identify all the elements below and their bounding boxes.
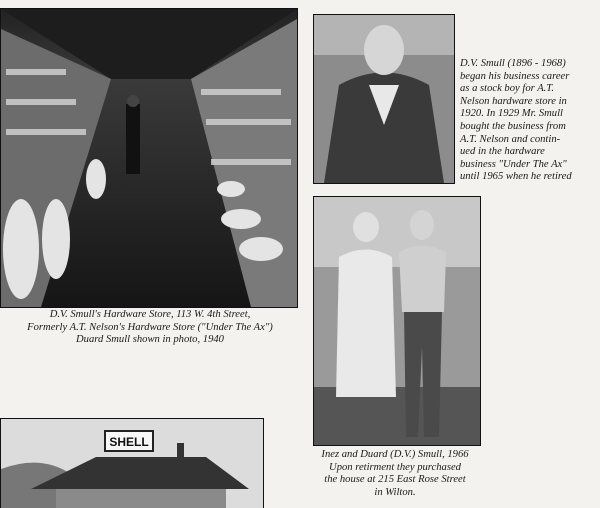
- caption-line: Inez and Duard (D.V.) Smull, 1966: [321, 449, 469, 460]
- couple-image: [314, 197, 480, 445]
- couple-photo: [313, 196, 481, 446]
- shell-sign-text: SHELL: [109, 435, 149, 449]
- couple-photo-caption: [300, 449, 490, 499]
- caption-line: Upon retirment they purchased: [329, 461, 461, 473]
- caption-line: D.V. Smull's Hardware Store, 113 W. 4th Street,: [49, 309, 251, 320]
- caption-line: bought the business from: [460, 120, 566, 132]
- portrait-image: [314, 15, 454, 183]
- biography-caption: [460, 58, 598, 184]
- caption-line: until 1965 when he retired: [460, 171, 572, 183]
- store-interior-image: [1, 9, 297, 307]
- store-photo-caption: [2, 309, 298, 347]
- portrait-photo: [313, 14, 455, 184]
- caption-line: Duard Smull shown in photo, 1940: [76, 334, 224, 346]
- caption-line: the house at 215 East Rose Street: [324, 474, 466, 486]
- caption-line: Nelson hardware store in: [460, 95, 567, 107]
- caption-line: as a stock boy for A.T.: [460, 83, 555, 95]
- caption-line: 1920. In 1929 Mr. Smull: [460, 108, 563, 120]
- shell-station-photo: [0, 418, 264, 508]
- caption-line: business "Under The Ax": [460, 158, 567, 170]
- caption-line: began his business career: [460, 70, 570, 82]
- shell-station-image: [1, 419, 263, 508]
- caption-line: D.V. Smull (1896 - 1968): [460, 58, 566, 69]
- caption-line: Formerly A.T. Nelson's Hardware Store ("Under The Ax"): [27, 321, 273, 333]
- store-interior-photo: [0, 8, 298, 308]
- caption-line: ued in the hardware: [460, 146, 545, 158]
- caption-line: A.T. Nelson and contin-: [460, 133, 561, 145]
- caption-line: in Wilton.: [374, 486, 416, 498]
